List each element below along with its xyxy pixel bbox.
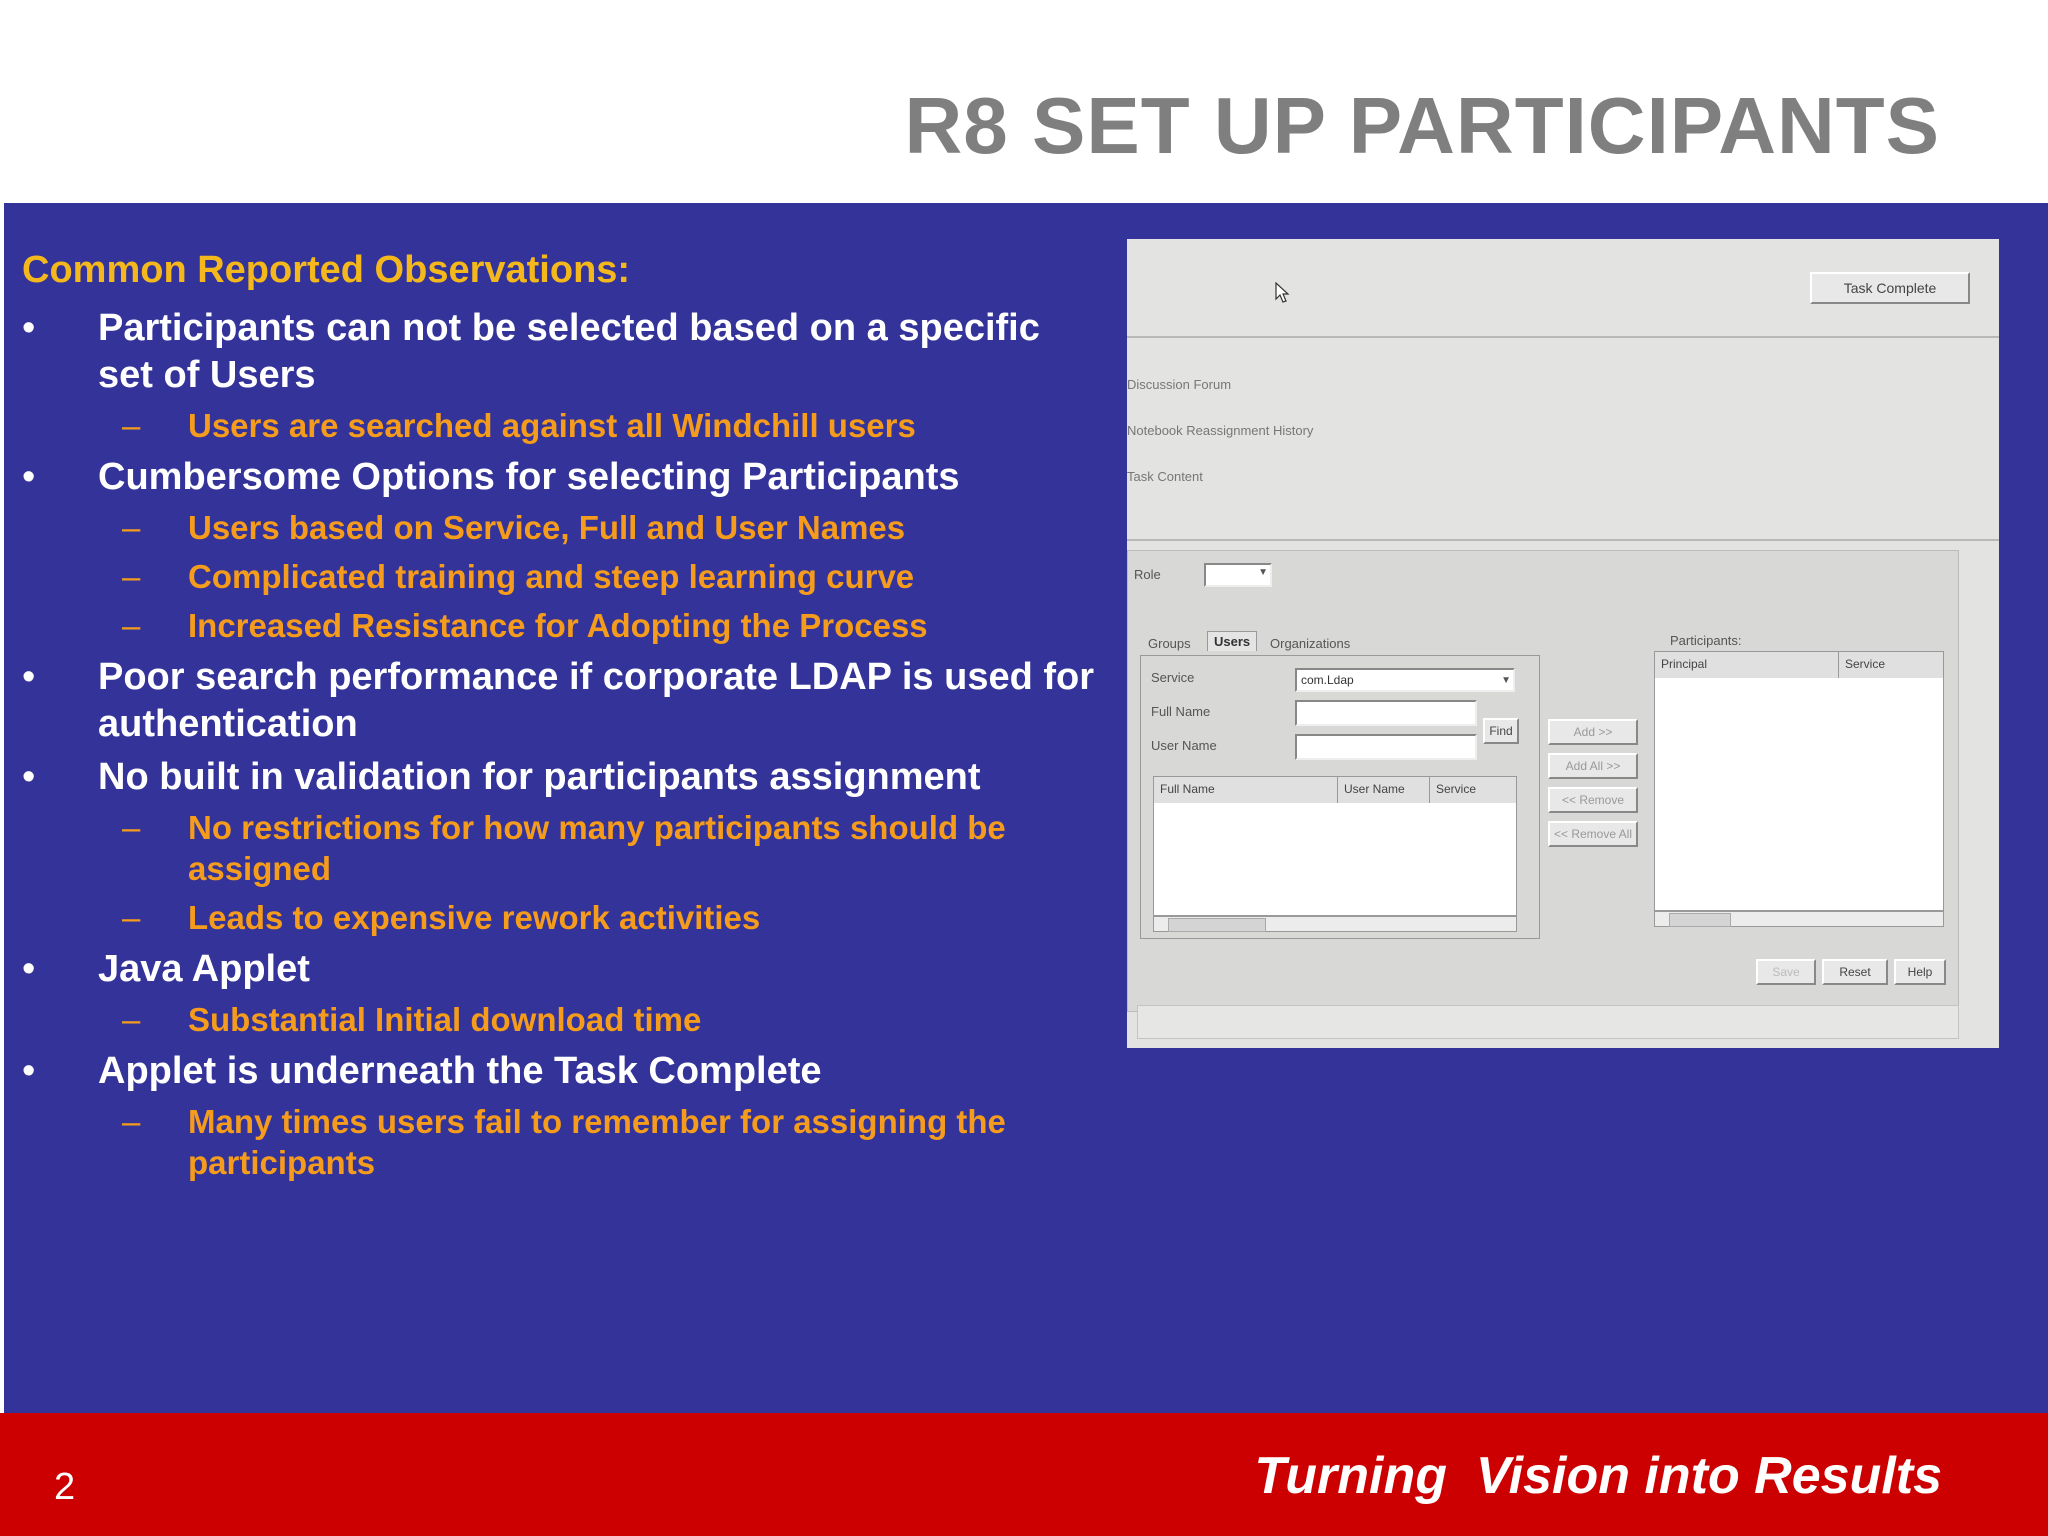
sub-bullet-item: – Complicated training and steep learning curve [122, 557, 915, 595]
role-label: Role [1134, 567, 1161, 582]
slide-title: R8 SET UP PARTICIPANTS [904, 81, 1940, 170]
horizontal-scrollbar[interactable] [1153, 916, 1517, 932]
sub-bullet-item: – Increased Resistance for Adopting the Process [122, 606, 928, 644]
bullet-marker: • [22, 947, 36, 990]
task-complete-button[interactable]: Task Complete [1810, 272, 1970, 304]
user-name-input[interactable] [1295, 734, 1477, 760]
bullet-item: • Java Applet [22, 946, 1102, 993]
separator [1127, 336, 1999, 338]
notebook-history-link[interactable]: Notebook Reassignment History [1127, 423, 1314, 438]
horizontal-scrollbar[interactable] [1654, 911, 1944, 927]
help-button[interactable]: Help [1894, 959, 1946, 985]
reset-button[interactable]: Reset [1822, 959, 1888, 985]
role-select[interactable] [1204, 563, 1272, 587]
column-header[interactable]: Principal [1655, 652, 1839, 678]
users-tab-panel [1140, 655, 1540, 939]
tab-groups[interactable]: Groups [1148, 636, 1191, 651]
participants-label: Participants: [1670, 633, 1742, 648]
separator [1127, 539, 1999, 541]
bullet-item: • Cumbersome Options for selecting Participants [22, 454, 1102, 501]
observations-heading: Common Reported Observations: [22, 249, 631, 291]
bullet-marker: • [22, 306, 36, 349]
dash-marker: – [122, 808, 141, 846]
sub-bullet-item: – Substantial Initial download time [122, 1000, 702, 1038]
participants-applet [1127, 550, 1959, 1012]
find-button[interactable]: Find [1483, 718, 1519, 744]
remove-all-button[interactable]: << Remove All [1548, 821, 1638, 847]
dash-marker: – [122, 406, 141, 444]
bullet-marker: • [22, 655, 36, 698]
chevron-down-icon: ▼ [1258, 567, 1268, 578]
dash-marker: – [122, 606, 141, 644]
dash-marker: – [122, 1000, 141, 1038]
service-label: Service [1151, 670, 1195, 685]
bullet-marker: • [22, 455, 36, 498]
bullet-item: • Poor search performance if corporate LDAP is used for authentication [22, 655, 1095, 745]
column-header[interactable]: Service [1430, 777, 1516, 803]
scrollbar-thumb[interactable] [1168, 918, 1266, 932]
bullet-item: • Applet is underneath the Task Complete [22, 1048, 1102, 1095]
sub-bullet-item: – Users are searched against all Windchill users [122, 406, 916, 444]
save-button[interactable]: Save [1756, 959, 1816, 985]
participants-table[interactable] [1654, 651, 1944, 911]
discussion-forum-link[interactable]: Discussion Forum [1127, 377, 1232, 392]
add-all-button[interactable]: Add All >> [1548, 753, 1638, 779]
sub-bullet-item: – No restrictions for how many participants should be assigned [122, 808, 1006, 887]
scrollbar-thumb[interactable] [1669, 913, 1731, 927]
sub-bullet-item: – Many times users fail to remember for assigning the participants [122, 1102, 1006, 1181]
bullet-item: • Participants can not be selected based on a specific set of Users [22, 306, 1040, 396]
dash-marker: – [122, 1102, 141, 1140]
column-header[interactable]: Service [1839, 652, 1943, 678]
cursor-icon [1275, 282, 1291, 304]
full-name-input[interactable] [1295, 700, 1477, 726]
tab-users[interactable]: Users [1207, 631, 1257, 651]
status-bar [1137, 1005, 1959, 1039]
bullet-marker: • [22, 755, 36, 798]
user-name-label: User Name [1151, 738, 1217, 753]
dash-marker: – [122, 898, 141, 936]
bullet-marker: • [22, 1049, 36, 1092]
slogan: Turning Vision into Results [1254, 1447, 1942, 1505]
tab-organizations[interactable]: Organizations [1270, 636, 1351, 651]
column-header[interactable]: User Name [1338, 777, 1430, 803]
bullet-item: • No built in validation for participants assignment [22, 754, 1102, 801]
full-name-label: Full Name [1151, 704, 1211, 719]
dash-marker: – [122, 557, 141, 595]
applet-screenshot [1127, 239, 1999, 1048]
dash-marker: – [122, 508, 141, 546]
column-header[interactable]: Full Name [1154, 777, 1338, 803]
service-select[interactable]: com.Ldap ▼ [1295, 668, 1515, 692]
sub-bullet-item: – Leads to expensive rework activities [122, 898, 761, 936]
task-content-link[interactable]: Task Content [1127, 469, 1203, 484]
search-results-table[interactable] [1153, 776, 1517, 916]
sub-bullet-item: – Users based on Service, Full and User Names [122, 508, 906, 546]
page-number: 2 [54, 1466, 76, 1508]
add-button[interactable]: Add >> [1548, 719, 1638, 745]
observations-list [22, 247, 1102, 1191]
remove-button[interactable]: << Remove [1548, 787, 1638, 813]
chevron-down-icon: ▼ [1501, 675, 1511, 686]
